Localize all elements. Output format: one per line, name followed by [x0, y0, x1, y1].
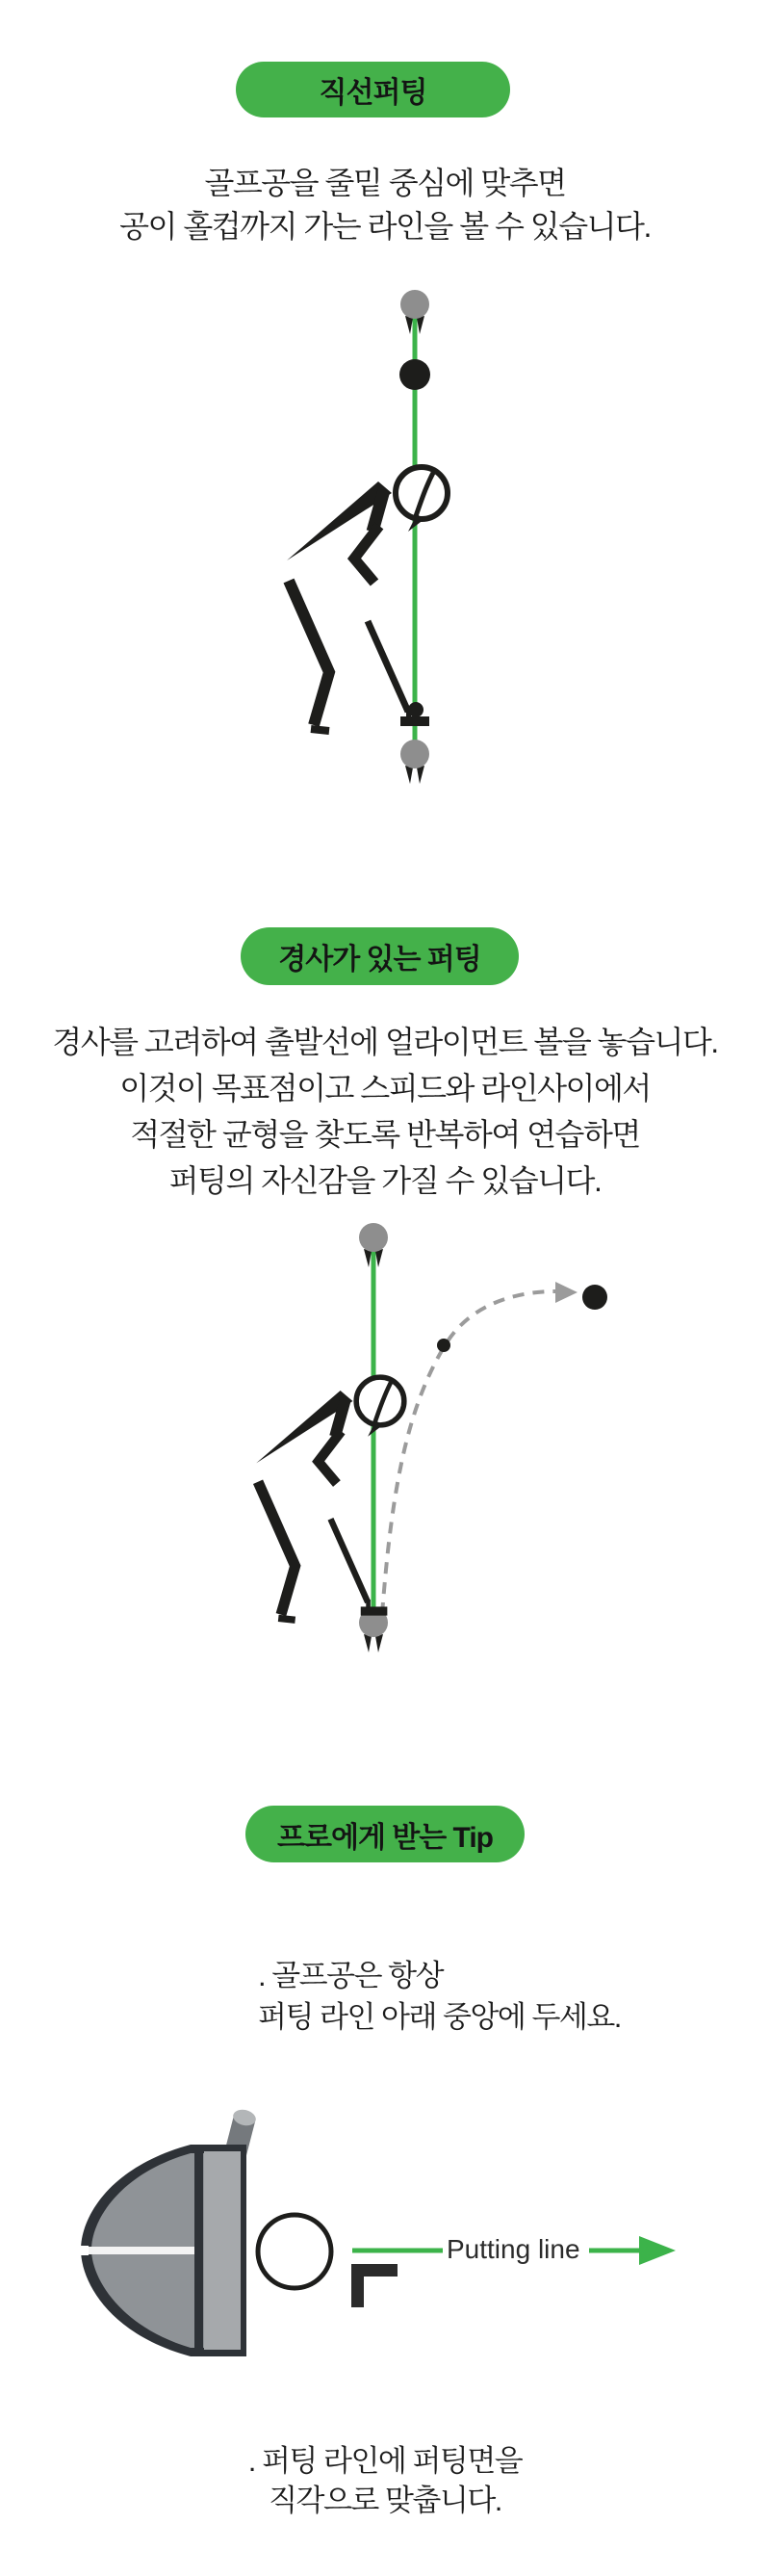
slope-putting-description [0, 1019, 770, 1204]
slope-putting-illustration [0, 1213, 770, 1666]
section-header-slope-putting [241, 927, 519, 985]
dashed-curve-arrowhead [555, 1282, 578, 1303]
section-header-pro-tip [245, 1806, 525, 1862]
tip-line: 퍼팅 라인 아래 중앙에 두세요. [258, 2000, 621, 2034]
golf-ball [258, 2215, 331, 2288]
putter-face [204, 2151, 241, 2350]
description-line: 공이 홀컵까지 가는 라인을 볼 수 있습니다. [119, 209, 651, 244]
section-header-label: 경사가 있는 퍼팅 [278, 944, 481, 976]
ball-on-curve [437, 1339, 450, 1352]
start-ball-marker-bottom [400, 740, 429, 784]
pro-tip-bottom-caption [0, 2441, 770, 2520]
tip-line: . 골프공은 항상 [258, 1959, 444, 1992]
alignment-ball [399, 359, 430, 390]
section-header-label: 직선퍼팅 [319, 77, 427, 109]
putter-head [79, 2145, 246, 2356]
right-angle-bracket-icon [351, 2264, 398, 2307]
caption-line: 직각으로 맞춥니다. [269, 2484, 501, 2517]
section-header-straight-putting [236, 62, 510, 117]
caption-line: . 퍼팅 라인에 퍼팅면을 [247, 2444, 523, 2478]
description-line: 퍼팅의 자신감을 가질 수 있습니다. [168, 1163, 602, 1198]
description-line: 경사를 고려하여 출발선에 얼라이먼트 볼을 놓습니다. [52, 1025, 718, 1059]
description-line: 골프공을 줄밑 중심에 맞추면 [204, 166, 566, 200]
putting-line-label: Putting line [447, 2234, 580, 2264]
straight-putting-illustration [0, 270, 770, 790]
putter-sight-line [89, 2247, 194, 2254]
putter-top-view-illustration [0, 2090, 770, 2379]
description-line: 적절한 균형을 찾도록 반복하여 연습하면 [130, 1117, 640, 1152]
putting-line-arrowhead [639, 2236, 676, 2265]
description-line: 이것이 목표점이고 스피드와 라인사이에서 [119, 1071, 651, 1106]
golfer-figure [287, 467, 448, 731]
target-ball [582, 1285, 607, 1310]
straight-putting-description [0, 162, 770, 248]
pro-tip-description [258, 1955, 621, 2038]
dashed-break-curve [382, 1291, 555, 1614]
golfer-figure [256, 1377, 404, 1620]
section-header-label: 프로에게 받는 Tip [277, 1821, 493, 1854]
